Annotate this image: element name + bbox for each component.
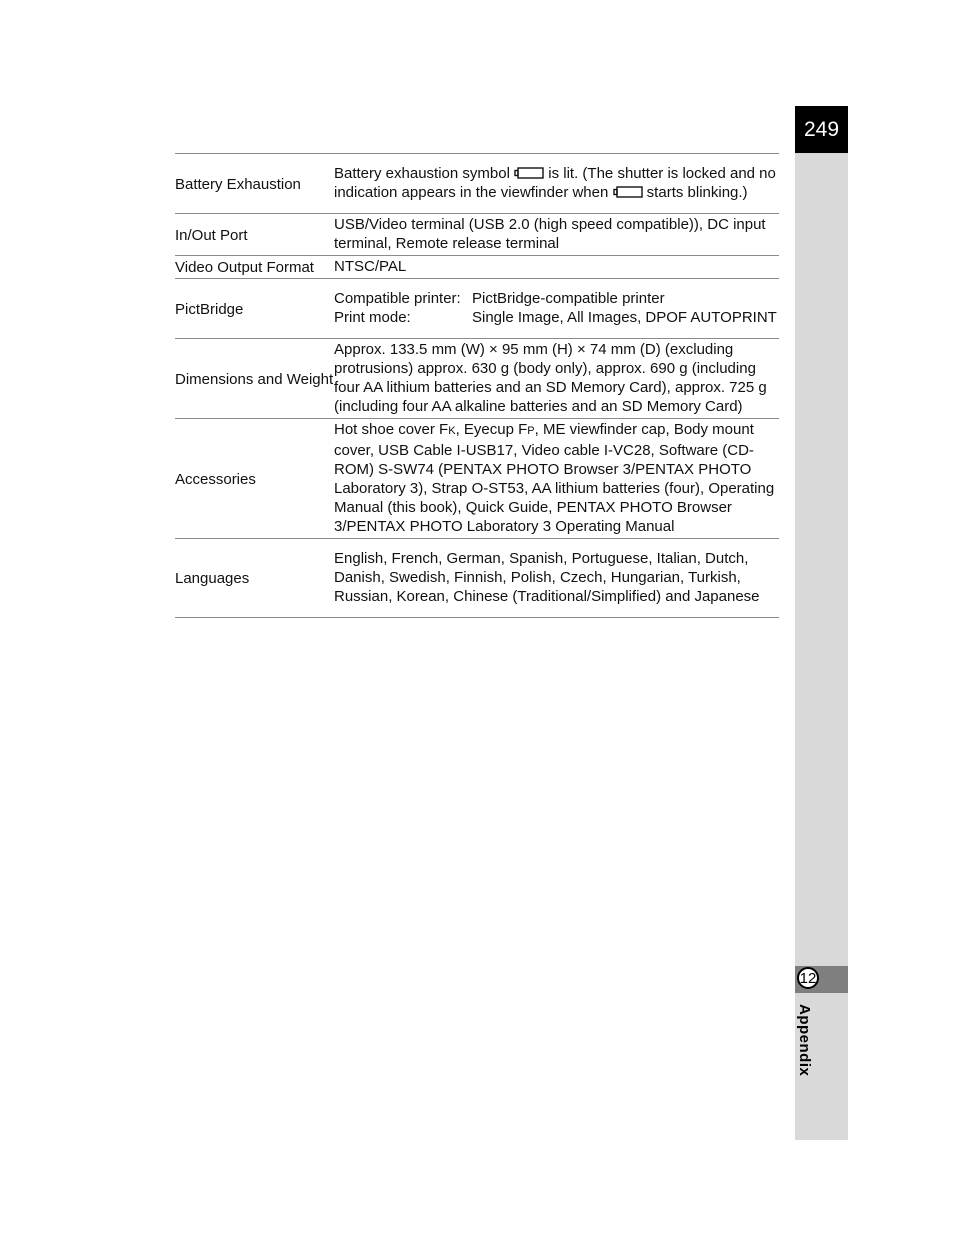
spec-text: , ME viewfinder cap, Body mount cover, USB Cable I-USB17, Video cable I-VC28, Software (CD-ROM) S-SW74 (PENTAX PHOTO Browser 3/PENTAX PHOTO Laboratory 3), Strap O-ST53, AA lithium batteries (four), Operating Manual (this book), Quick Guide, PENTAX PHOTO Browser 3/PENTAX PHOTO Laboratory 3 Operating Manual: [334, 421, 775, 535]
pictbridge-key: Print mode:: [334, 309, 411, 326]
chapter-number: 12: [799, 970, 817, 987]
pictbridge-value: Single Image, All Images, DPOF AUTOPRINT: [472, 309, 777, 326]
battery-empty-icon: [613, 186, 643, 198]
spec-value: USB/Video terminal (USB 2.0 (high speed compatible)), DC input terminal, Remote release terminal: [334, 214, 779, 256]
chapter-label: [796, 1004, 824, 1082]
table-row: [175, 154, 779, 214]
table-row: [175, 256, 779, 279]
table-row: [175, 279, 779, 339]
pictbridge-key: Compatible printer:: [334, 290, 461, 307]
spec-text-small: K: [448, 425, 456, 437]
table-row: [175, 339, 779, 419]
spec-text-small: P: [527, 425, 535, 437]
page-number: 249: [803, 118, 840, 141]
spec-text: Battery exhaustion symbol: [334, 165, 515, 182]
spec-label: PictBridge: [175, 279, 334, 339]
specifications-table: [175, 153, 779, 618]
spec-label: Languages: [175, 539, 334, 618]
spec-label: Video Output Format: [175, 256, 334, 279]
spec-text: starts blinking.): [642, 184, 748, 201]
spec-label: Battery Exhaustion: [175, 154, 334, 214]
spec-value: [334, 154, 779, 214]
pictbridge-value: PictBridge-compatible printer: [472, 290, 665, 307]
spec-value: [334, 419, 779, 539]
chapter-label-text: Appendix: [796, 1004, 813, 1077]
spec-text: Hot shoe cover F: [334, 421, 449, 438]
spec-label: In/Out Port: [175, 214, 334, 256]
spec-value: English, French, German, Spanish, Portuguese, Italian, Dutch, Danish, Swedish, Finnish, Polish, Czech, Hungarian, Turkish, Russian, Korean, Chinese (Traditional/Simplified) and Japanese: [334, 539, 779, 618]
spec-value: Approx. 133.5 mm (W) × 95 mm (H) × 74 mm (D) (excluding protrusions) approx. 630 g (body only), approx. 690 g (including four AA lithium batteries and an SD Memory Card), approx. 725 g (including four AA alkaline batteries and an SD Memory Card): [334, 339, 779, 419]
chapter-number-badge: [797, 967, 819, 989]
table-row: [175, 539, 779, 618]
spec-value: [334, 279, 779, 339]
table-row: [175, 214, 779, 256]
spec-label: Dimensions and Weight: [175, 339, 334, 419]
spec-label: Accessories: [175, 419, 334, 539]
battery-empty-icon: [514, 167, 544, 179]
spec-text: , Eyecup F: [455, 421, 528, 438]
table-row: [175, 419, 779, 539]
spec-value: NTSC/PAL: [334, 256, 779, 279]
page-number-box: [795, 106, 848, 153]
spec-text: is lit. (The shutter is locked and no indication appears in the viewfinder when: [334, 165, 776, 201]
pictbridge-grid: [334, 289, 779, 327]
